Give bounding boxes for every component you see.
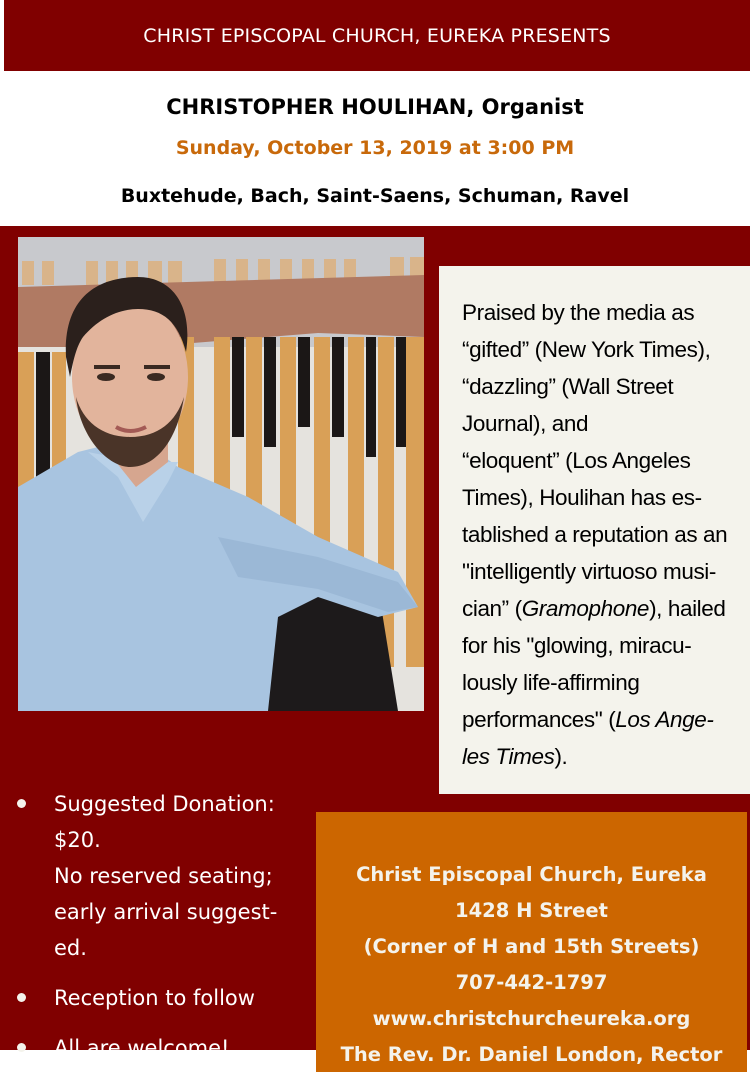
performer-role: , Organist (466, 95, 584, 119)
bullet-line: early arrival suggest- (54, 900, 278, 924)
main-content-panel (0, 226, 750, 1066)
quote-source-la-times: Los Ange- (615, 707, 714, 732)
bullet-line: $20. (54, 828, 101, 852)
bullet-line: No reserved seating; (54, 864, 273, 888)
street-address: 1428 H Street (455, 899, 608, 922)
concert-date: Sunday, October 13, 2019 at 3:00 PM (175, 137, 575, 159)
rector-name: The Rev. Dr. Daniel London, Rector (340, 1043, 723, 1066)
website-link[interactable]: www.christchurcheureka.org (372, 1007, 691, 1030)
press-quote-box (439, 266, 750, 794)
phone-number[interactable]: 707-442-1797 (455, 971, 608, 994)
quote-line: “eloquent” (Los Angeles (462, 448, 691, 473)
church-contact-box (316, 812, 747, 1072)
quote-line: ), hailed (649, 596, 726, 621)
quote-line: for his "glowing, miracu- (462, 633, 692, 658)
bullet-line: All are welcome! (54, 1036, 230, 1060)
performer-photo (18, 237, 424, 711)
quote-line: Praised by the media as (462, 300, 695, 325)
quote-line: "intelligently virtuoso musi- (462, 559, 716, 584)
bullet-icon (17, 799, 26, 808)
list-item-donation (0, 786, 316, 966)
concert-title-block (0, 71, 750, 226)
quote-line: tablished a reputation as an (462, 522, 728, 547)
bullet-icon (17, 1043, 26, 1052)
quote-source-la-times: les Times (462, 744, 555, 769)
quote-line: “dazzling” (Wall Street (462, 374, 674, 399)
quote-paragraph (462, 294, 740, 775)
quote-line: lously life-affirming (462, 670, 640, 695)
quote-line: Journal), and (462, 411, 589, 436)
list-item-welcome (0, 1030, 316, 1066)
event-details-list (0, 786, 316, 1080)
bullet-line: Reception to follow (54, 986, 255, 1010)
list-item-reception (0, 980, 316, 1016)
banner-text: CHRIST EPISCOPAL CHURCH, EUREKA PRESENTS (143, 24, 611, 47)
bullet-line: Suggested Donation: (54, 792, 275, 816)
quote-line: ). (554, 744, 568, 769)
church-name: Christ Episcopal Church, Eureka (356, 863, 707, 886)
quote-line: Times), Houlihan has es- (462, 485, 702, 510)
performer-name: CHRISTOPHER HOULIHAN (166, 95, 467, 119)
quote-line: performances" ( (462, 707, 616, 732)
composer-list: Buxtehude, Bach, Saint-Saens, Schuman, Ravel (120, 185, 630, 207)
performer-heading (0, 95, 750, 119)
cross-streets: (Corner of H and 15th Streets) (363, 935, 700, 958)
quote-source-gramophone: Gramophone (521, 596, 650, 621)
bullet-line: ed. (54, 936, 87, 960)
quote-line: “gifted” (New York Times), (462, 337, 711, 362)
bullet-icon (17, 993, 26, 1002)
quote-line: cian” ( (462, 596, 522, 621)
presenter-banner (4, 0, 750, 71)
